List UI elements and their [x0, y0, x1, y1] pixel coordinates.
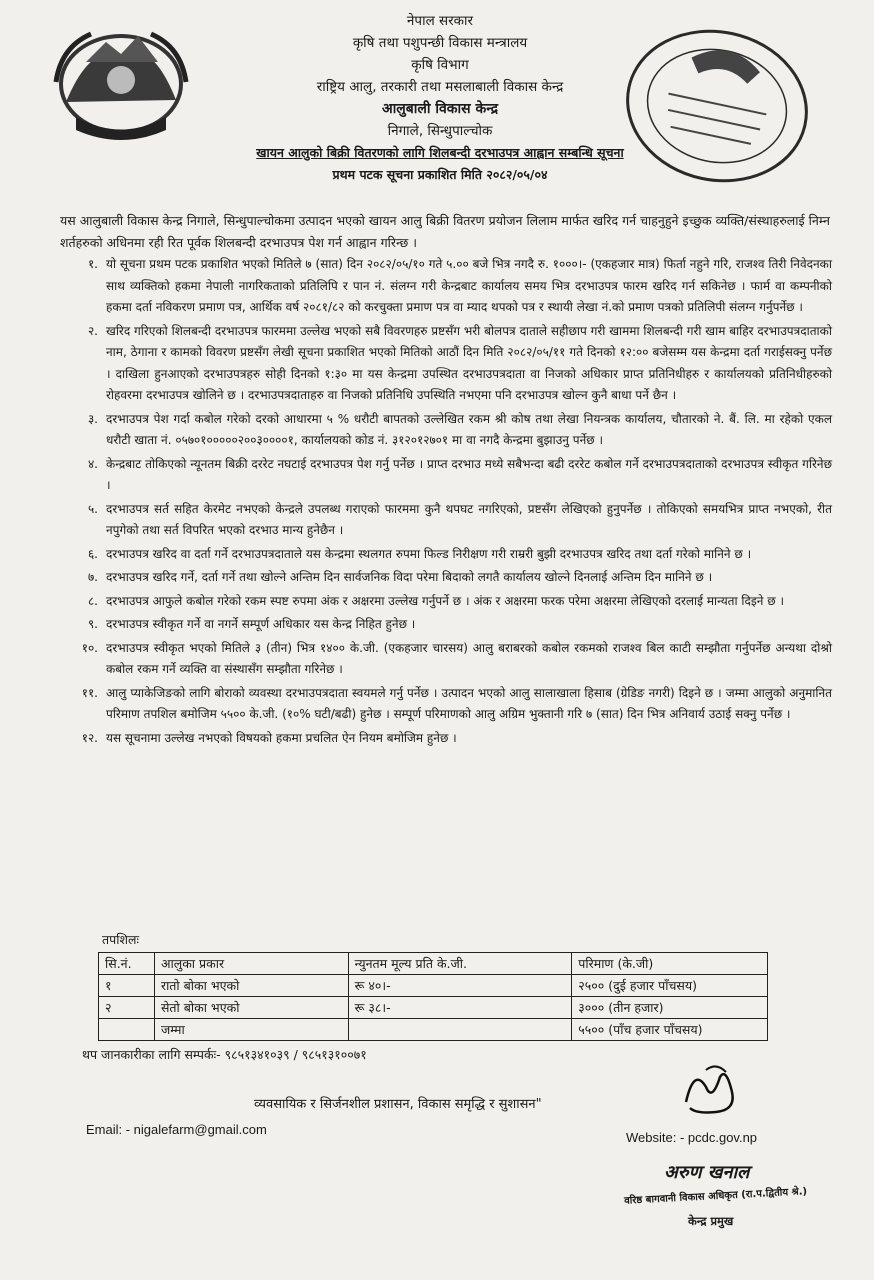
- item-number: १२.: [81, 730, 98, 745]
- cell-serial: १: [99, 975, 155, 997]
- conditions-list: [60, 254, 832, 751]
- table-total-row: [99, 1019, 768, 1041]
- signatory-title: वरिष्ठ बागवानी विकास अधिकृत (रा.प.द्वितीय श्रे.): [623, 1186, 808, 1207]
- notice-subject: खायन आलुको बिक्री वितरणको लागि शिलबन्दी दरभाउपत्र आह्वान सम्बन्धि सूचना: [256, 145, 624, 160]
- header-office: आलुबाली विकास केन्द्र: [381, 101, 499, 117]
- list-item: [60, 683, 832, 726]
- item-text: दरभाउपत्र पेश गर्दा कबोल गरेको दरको आधारमा ५ % धरौटी बापतको उल्लेखित रकम श्री कोष तथा लेखा नियन्त्रक कार्यालय, चौतारको ने. बैं. लि. मा रहेको एकल धरौटी खाता नं. ०५७०१०००००२००३००००१, कार्यालयको कोड नं. ३१२०१२७०१ मा वा नगदै केन्द्रमा बुझाउनु पर्नेछ ।: [106, 411, 832, 447]
- email-contact: Email: - nigalefarm@gmail.com: [86, 1122, 267, 1137]
- table-row: [99, 997, 768, 1019]
- item-number: ७.: [87, 570, 98, 584]
- item-text: यो सूचना प्रथम पटक प्रकाशित भएको मितिले ७ (सात) दिन २०८२/०५/१० गते ५.०० बजे भित्र नगदै रु. १०००।- (एकहजार मात्र) फिर्ता नहुने गरि, राजश्व तिरी निवेदनका साथ व्यक्तिको हकमा नेपाली नागरिकताको प्रतिलिपि र पान नं. संलग्न गरी केन्द्रबाट कार्यालय समय भित्र दरभाउपत्र फारम खरिद गर्न सकिनेछ । फार्म वा कम्पनीको हकमा दर्ता नविकरण प्रमाण पत्र, आर्थिक वर्ष २०८१/८२ को करचुक्ता प्रमाण पत्र वा म्याद थपको पत्र र स्थायी लेखा नं.को प्रमाण पत्रको प्रतिलिपी संलग्न गर्नुपर्नेछ ।: [106, 257, 832, 314]
- cell-price: [348, 1019, 572, 1041]
- publish-date: प्रथम पटक सूचना प्रकाशित मिति २०८२/०५/०४: [332, 167, 548, 182]
- signature-icon: [676, 1062, 746, 1122]
- list-item: [60, 591, 832, 613]
- item-text: दरभाउपत्र सर्त सहित केरमेट नभएको केन्द्रले उपलब्ध गराएको फारममा कुनै थपघट नगरिएको, प्रष्टसँग लेखिएको हुनुपर्नेछ । तोकिएको समयभित्र प्राप्त नभएको, रीत नपुगेको तथा सर्त विपरित भएको दरभाउ मान्य हुनेछैन ।: [106, 501, 832, 537]
- list-item: [60, 567, 832, 589]
- list-item: [60, 321, 832, 407]
- slogan: व्यवसायिक र सिर्जनशील प्रशासन, विकास समृद्धि र सुशासन": [254, 1097, 542, 1112]
- item-text: दरभाउपत्र खरिद गर्ने, दर्ता गर्ने तथा खोल्ने अन्तिम दिन सार्वजनिक विदा परेमा बिदाको लगतै कार्यालय खोल्ने दिनलाई अन्तिम दिन मानिने छ ।: [106, 570, 713, 584]
- cell-price: रू ४०।-: [348, 975, 572, 997]
- header-ministry: कृषि तथा पशुपन्छी विकास मन्त्रालय: [352, 35, 528, 51]
- item-text: खरिद गरिएको शिलबन्दी दरभाउपत्र फारममा उल्लेख भएको सबै विवरणहरु प्रष्टसँग भरी बोलपत्र दाताले सहीछाप गरी खाममा शिलबन्दी गरी खाम बाहिर दरभाउपत्रदाताको नाम, ठेगाना र कामको विवरण प्रष्टसँग लेखी सूचना प्रकाशित भएको मितिको आठौं दिन मिति २०८२/०५/११ गते दिनको १२:०० बजेसम्म यस केन्द्रमा दर्ता गराईसक्नु पर्नेछ । दाखिला हुनआएको दरभाउपत्रहरु सोही दिनको १:३० मा यस केन्द्रमा उपस्थित दरभाउपत्रदाता वा निजको अधिकार प्राप्त प्रतिनिधीहरु र कार्यालयको प्रतिनिधीहरुको रोहवरमा दरभाउपत्र खोलिने छ । दरभाउपत्रदाताहरु वा निजको प्रतिनिधि उपस्थिति नभएमा पनि दरभाउपत्र खोल्न कुनै बाधा पर्ने छैन ।: [106, 323, 832, 402]
- item-number: ४.: [87, 456, 98, 471]
- item-number: ६.: [87, 546, 98, 561]
- letterhead: [180, 10, 700, 186]
- header-government: नेपाल सरकार: [406, 13, 474, 29]
- table-row: [99, 975, 768, 997]
- col-header-serial: सि.नं.: [99, 953, 155, 975]
- item-number: ११.: [81, 685, 98, 700]
- list-item: [60, 499, 832, 542]
- list-item: [60, 454, 832, 497]
- list-item: [60, 728, 832, 750]
- nepal-emblem-icon: [46, 22, 196, 152]
- cell-price: रू ३८।-: [348, 997, 572, 1019]
- website-link: Website: - pcdc.gov.np: [626, 1130, 758, 1145]
- cell-quantity: ५५०० (पाँच हजार पाँचसय): [572, 1019, 768, 1041]
- item-number: ५.: [87, 501, 98, 516]
- item-number: १०.: [81, 640, 98, 655]
- cell-type: जम्मा: [154, 1019, 348, 1041]
- col-header-min-price: न्युनतम मूल्य प्रति के.जी.: [348, 953, 572, 975]
- intro-paragraph: यस आलुबाली विकास केन्द्र निगाले, सिन्धुपाल्चोकमा उत्पादन भएको खायन आलु बिक्री वितरण प्रयोजन लिलाम मार्फत खरिद गर्न चाहनुहुने इच्छुक व्यक्ति/संस्थाहरुलाई निम्न शर्तहरुको अधिनमा रही रित पूर्वक शिलबन्दी दरभाउपत्र पेश गर्न आह्वान गरिन्छ ।: [60, 213, 830, 250]
- item-text: दरभाउपत्र आफुले कबोल गरेको रकम स्पष्ट रुपमा अंक र अक्षरमा उल्लेख गर्नुपर्ने छ । अंक र अक्षरमा फरक परेमा अक्षरमा लेखिएको दरलाई मान्यता दिइने छ ।: [106, 593, 785, 608]
- header-national-center: राष्ट्रिय आलु, तरकारी तथा मसलाबाली विकास केन्द्र: [316, 79, 564, 95]
- list-item: [60, 614, 832, 636]
- potato-stock-table: [98, 952, 768, 1041]
- cell-serial: [99, 1019, 155, 1041]
- list-item: [60, 409, 832, 452]
- header-department: कृषि विभाग: [411, 57, 469, 73]
- col-header-quantity: परिमाण (के.जी): [572, 953, 768, 975]
- item-text: आलु प्याकेजिङको लागि बोराको व्यवस्था दरभाउपत्रदाता स्वयमले गर्नु पर्नेछ । उत्पादन भएको आलु सालाखाला हिसाब (ग्रेडिङ नगरी) दिइने छ । जम्मा आलुको अनुमानित परिमाण तपशिल बमोजिम ५५०० के.जी. (१०% घटी/बढी) हुनेछ । सम्पूर्ण परिमाणको आलु अग्रिम भुक्तानी गरि ७ (सात) दिन भित्र अनिवार्य उठाई सक्नु पर्नेछ ।: [106, 685, 832, 721]
- item-text: केन्द्रबाट तोकिएको न्यूनतम बिक्री दररेट नघटाई दरभाउपत्र पेश गर्नु पर्नेछ । प्राप्त दरभाउ मध्ये सबैभन्दा बढी दररेट कबोल गर्ने दरभाउपत्रदाताको दरभाउपत्र स्वीकृत गरिनेछ ।: [106, 456, 832, 492]
- item-number: १.: [87, 257, 98, 271]
- col-header-type: आलुका प्रकार: [154, 953, 348, 975]
- list-item: [60, 638, 832, 681]
- signatory-name: अरुण खनाल: [664, 1162, 750, 1183]
- contact-numbers: थप जानकारीका लागि सम्पर्कः- ९८५१३४१०३९ / ९८५१३१००७१: [82, 1047, 367, 1062]
- item-text: दरभाउपत्र स्वीकृत गर्ने वा नगर्ने सम्पूर्ण अधिकार यस केन्द्र निहित हुनेछ ।: [106, 617, 416, 631]
- list-item: [60, 544, 832, 566]
- item-text: दरभाउपत्र स्वीकृत भएको मितिले ३ (तीन) भित्र १४०० के.जी. (एकहजार चारसय) आलु बराबरको कबोल रकमको राजश्व बिल काटी सम्झौता गर्नुपर्नेछ अन्यथा दोश्रो कबोल रकम गर्ने व्यक्ति वा संस्थासँग सम्झौता गरिनेछ ।: [106, 640, 832, 676]
- cell-serial: २: [99, 997, 155, 1019]
- item-number: ३.: [87, 411, 98, 426]
- item-number: २.: [87, 323, 98, 338]
- cell-quantity: २५०० (दुई हजार पाँचसय): [572, 975, 768, 997]
- cell-type: सेतो बोका भएको: [154, 997, 348, 1019]
- header-address: निगाले, सिन्धुपाल्चोक: [387, 123, 493, 139]
- item-text: दरभाउपत्र खरिद वा दर्ता गर्ने दरभाउपत्रदाताले यस केन्द्रमा स्थलगत रुपमा फिल्ड निरीक्षण गरी राम्ररी बुझी दरभाउपत्र खरिद तथा दर्ता गरेको मानिने छ ।: [106, 546, 752, 561]
- cell-quantity: ३००० (तीन हजार): [572, 997, 768, 1019]
- table-header-row: [99, 953, 768, 975]
- details-label: तपशिलः: [102, 932, 139, 947]
- cell-type: रातो बोका भएको: [154, 975, 348, 997]
- list-item: [60, 254, 832, 319]
- item-text: यस सूचनामा उल्लेख नभएको विषयको हकमा प्रचलित ऐन नियम बमोजिम हुनेछ ।: [106, 730, 457, 745]
- signatory-role: केन्द्र प्रमुख: [688, 1214, 734, 1228]
- item-number: ९.: [87, 617, 98, 631]
- item-number: ८.: [87, 593, 98, 608]
